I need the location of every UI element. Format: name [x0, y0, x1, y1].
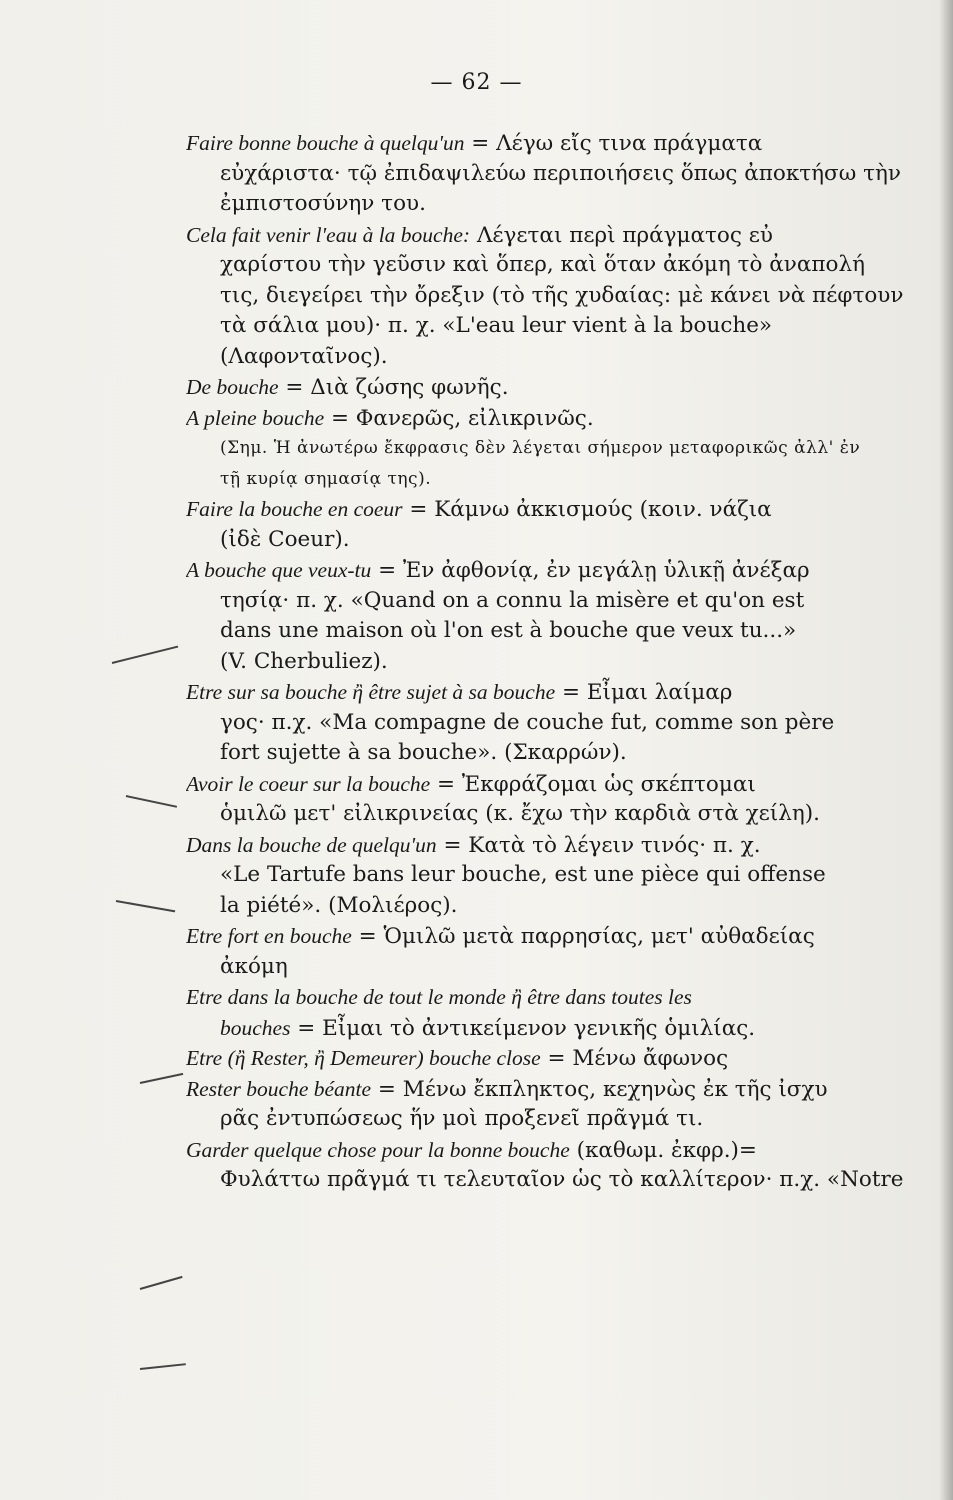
french-phrase: Faire la bouche en coeur [186, 497, 403, 521]
pencil-margin-mark [112, 646, 178, 664]
greek-definition: τὰ σάλια μου)· π. χ. «L'eau leur vient à la bouche» [220, 313, 773, 338]
dictionary-entry [186, 403, 946, 495]
entry-continuation-line [186, 799, 946, 830]
greek-definition: dans une maison où l'on est à bouche que veux tu...» [220, 618, 797, 643]
entry-headline [186, 220, 946, 251]
greek-definition: = Κάμνω ἀκκισμούς (κοιν. νάζια [402, 497, 772, 522]
pencil-margin-mark [140, 1363, 186, 1370]
entry-continuation-line [186, 647, 946, 678]
dictionary-entry [186, 1043, 946, 1074]
french-phrase: Etre dans la bouche de tout le monde ἢ être dans toutes les [186, 985, 692, 1009]
greek-definition: εὐχάριστα· τῷ ἐπιδαψιλεύω περιποιήσεις ὅπως ἀποκτήσω τὴν [220, 160, 901, 186]
french-phrase: De bouche [186, 375, 279, 399]
french-phrase: Garder quelque chose pour la bonne bouche [186, 1137, 570, 1162]
entry-headline [186, 555, 946, 586]
greek-definition: (Λαφονταῖνος). [220, 343, 388, 369]
greek-definition: = Εἶμαι τὸ ἀντικείμενον γενικῆς ὁμιλίας. [290, 1015, 756, 1041]
greek-definition: γος· π.χ. «Ma compagne de couche fut, comme son père [220, 709, 835, 735]
french-phrase: Rester bouche béante [186, 1076, 372, 1101]
french-phrase: Avoir le coeur sur la bouche [186, 771, 431, 796]
greek-definition: ρᾶς ἐντυπώσεως ἥν μοὶ προξενεῖ πρᾶγμά τι. [220, 1106, 704, 1131]
french-phrase: Cela fait venir l'eau à la bouche: [186, 222, 471, 247]
french-phrase: Dans la bouche de quelqu'un [186, 832, 437, 857]
french-phrase: Faire bonne bouche à quelqu'un [186, 131, 465, 155]
entry-headline [186, 128, 946, 159]
entry-continuation-line [186, 1104, 946, 1135]
entry-headline [186, 677, 946, 708]
greek-definition: = Μένω ἔκπληκτος, κεχηνὼς ἐκ τῆς ἰσχυ [371, 1076, 828, 1102]
entry-headline [186, 982, 946, 1013]
entry-continuation-line [186, 860, 946, 891]
entry-headline [186, 1043, 946, 1074]
entry-continuation-line [186, 708, 946, 739]
greek-definition: = Φανερῶς, εἰλικρινῶς. [324, 405, 594, 431]
greek-definition: ὁμιλῶ μετ' εἰλικρινείας (κ. ἔχω τὴν καρδιὰ στὰ χείλη). [220, 801, 820, 826]
greek-definition: Φυλάττω πρᾶγμά τι τελευταῖον ὡς τὸ καλλίτερον· π.χ. «Notre [220, 1167, 904, 1192]
greek-definition: χαρίστου τὴν γεῦσιν καὶ ὅπερ, καὶ ὅταν ἀκόμη τὸ ἀναπολή [220, 252, 865, 277]
dictionary-entries [186, 128, 946, 1196]
entry-continuation-line [186, 525, 946, 556]
entry-continuation-line [186, 616, 946, 647]
dictionary-entry [186, 1074, 946, 1135]
french-phrase: A bouche que veux-tu [186, 558, 372, 582]
entry-continuation-line [186, 311, 946, 342]
greek-definition: = Μένω ἄφωνος [540, 1046, 729, 1071]
greek-definition: (καθωμ. ἐκφρ.)= [569, 1137, 757, 1163]
french-phrase: A pleine bouche [186, 405, 325, 430]
greek-definition: = Εἶμαι λαίμαρ [555, 680, 733, 705]
greek-definition: τησίᾳ· π. χ. «Quand on a connu la misère et qu'on est [220, 587, 805, 613]
greek-definition: = Διὰ ζώσης φωνῆς. [278, 375, 509, 400]
dictionary-entry [186, 677, 946, 769]
entry-continuation-line [186, 433, 946, 464]
greek-definition: «Le Tartufe bans leur bouche, est une pièce qui offense [220, 862, 826, 887]
pencil-margin-mark [116, 900, 175, 912]
entry-continuation-line [186, 189, 946, 220]
page-edge-shadow [939, 0, 953, 1500]
entry-continuation-line [186, 1013, 946, 1044]
pencil-margin-mark [140, 1276, 183, 1290]
entry-continuation-line [186, 281, 946, 312]
pencil-margin-mark [126, 795, 177, 808]
entry-headline [186, 494, 946, 525]
french-phrase: Etre fort en bouche [186, 924, 352, 948]
entry-continuation-line [186, 342, 946, 373]
greek-definition: = Ὁμιλῶ μετὰ παρρησίας, μετ' αὐθαδείας [351, 924, 815, 949]
greek-definition: la piété». (Μολιέρος). [220, 892, 458, 918]
dictionary-entry [186, 128, 946, 220]
greek-definition: τις, διεγείρει τὴν ὄρεξιν (τὸ τῆς χυδαίας: μὲ κάνει νὰ πέφτουν [220, 282, 904, 308]
entry-headline [186, 1074, 946, 1105]
greek-definition: = Ἐκφράζομαι ὡς σκέπτομαι [430, 771, 756, 797]
entry-continuation-line [186, 738, 946, 769]
entry-continuation-line [186, 464, 946, 495]
entry-headline [186, 769, 946, 800]
greek-definition: ἀκόμη [220, 953, 288, 979]
entry-continuation-line [186, 952, 946, 983]
greek-definition: ἐμπιστοσύνην του. [220, 191, 426, 216]
page-number: — 62 — [430, 70, 523, 95]
greek-definition: = Λέγω εἴς τινα πράγματα [464, 131, 763, 156]
entry-continuation-line [186, 586, 946, 617]
greek-definition: (ἰδὲ Coeur). [220, 526, 350, 552]
entry-continuation-line [186, 159, 946, 190]
dictionary-entry [186, 372, 946, 403]
greek-definition: = Κατὰ τὸ λέγειν τινός· π. χ. [436, 832, 761, 858]
greek-definition: (Σημ. Ἡ ἀνωτέρω ἔκφρασις δὲν λέγεται σήμερον μεταφορικῶς ἀλλ' ἐν [220, 438, 861, 458]
entry-headline [186, 1135, 946, 1166]
french-phrase: bouches [220, 1015, 291, 1040]
dictionary-entry [186, 220, 946, 373]
entry-continuation-line [186, 1165, 946, 1196]
french-phrase: Etre sur sa bouche ἢ être sujet à sa bouche [186, 680, 556, 704]
entry-continuation-line [186, 891, 946, 922]
dictionary-entry [186, 769, 946, 830]
entry-headline [186, 403, 946, 434]
entry-continuation-line [186, 250, 946, 281]
pencil-margin-mark [140, 1073, 183, 1084]
entry-headline [186, 921, 946, 952]
dictionary-entry [186, 494, 946, 555]
dictionary-entry [186, 830, 946, 922]
dictionary-entry [186, 555, 946, 677]
greek-definition: τῇ κυρίᾳ σημασίᾳ της). [220, 468, 432, 489]
greek-definition: = Ἐν ἀφθονίᾳ, ἐν μεγάλῃ ὑλικῇ ἀνέξαρ [371, 558, 810, 583]
greek-definition: Λέγεται περὶ πράγματος εὐ [470, 222, 773, 248]
dictionary-entry [186, 1135, 946, 1196]
dictionary-entry [186, 982, 946, 1043]
french-phrase: Etre (ἢ Rester, ἢ Demeurer) bouche close [186, 1046, 541, 1070]
entry-headline [186, 830, 946, 861]
dictionary-entry [186, 921, 946, 982]
greek-definition: fort sujette à sa bouche». (Σκαρρών). [220, 740, 627, 765]
greek-definition: (V. Cherbuliez). [220, 648, 388, 674]
entry-headline [186, 372, 946, 403]
